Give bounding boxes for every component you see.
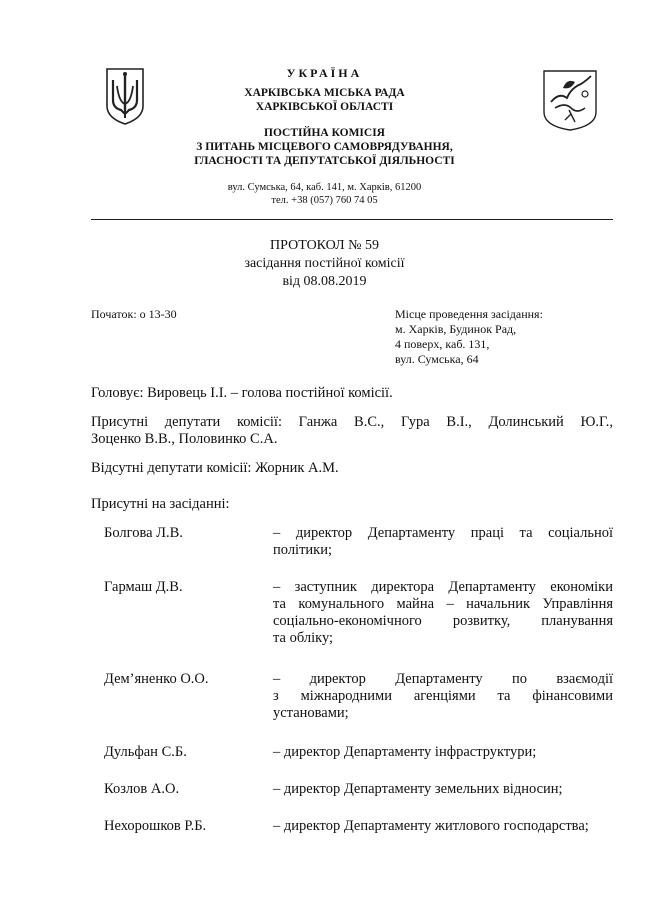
attendee-role (273, 671, 613, 722)
attendee-role-line: – директор Департаменту земельних відносин; (273, 781, 563, 797)
header-address-line2: тел. +38 (057) 760 74 05 (271, 195, 378, 206)
protocol-subtitle: засідання постійної комісії (244, 256, 405, 271)
meeting-place-line3: вул. Сумська, 64 (395, 352, 479, 366)
attendees-heading: Присутні на засіданні: (91, 496, 230, 512)
attendee-name: Нехорошков Р.Б. (104, 818, 207, 834)
header-council-line1: ХАРКІВСЬКА МІСЬКА РАДА (244, 87, 405, 99)
attendee-role-line: – директор Департаменту праці та соціальної (273, 525, 613, 541)
meeting-place-label: Місце проведення засідання: (395, 307, 543, 321)
attendee-role (273, 744, 613, 761)
protocol-date: від 08.08.2019 (282, 274, 367, 289)
attendee-role-line: установами; (273, 705, 349, 721)
attendee-role-line: – заступник директора Департаменту економіки (273, 579, 613, 595)
attendee-name: Дем’яненко О.О. (104, 671, 209, 687)
chair-line: Головує: Вировець І.І. – голова постійної комісії. (91, 385, 393, 401)
attendee-name: Дульфан С.Б. (104, 744, 187, 760)
attendee-role-line: політики; (273, 542, 333, 558)
meeting-place-line1: м. Харків, Будинок Рад, (395, 322, 517, 336)
attendee-role (273, 781, 613, 798)
attendee-role-line: – директор Департаменту по взаємодії (273, 671, 613, 687)
header-address-line1: вул. Сумська, 64, каб. 141, м. Харків, 61200 (227, 182, 422, 193)
attendee-role-line: та обліку; (273, 630, 334, 646)
present-deputies-line1: Присутні депутати комісії: Ганжа В.С., Гура В.І., Долинський Ю.Г., (91, 414, 613, 430)
attendee-name: Болгова Л.В. (104, 525, 183, 541)
attendee-role (273, 579, 613, 647)
present-deputies-line2: Зоценко В.В., Половинко С.А. (91, 431, 278, 447)
header-commission-line2: З ПИТАНЬ МІСЦЕВОГО САМОВРЯДУВАННЯ, (196, 141, 453, 153)
attendee-role-line: – директор Департаменту житлового господарства; (273, 818, 589, 834)
attendee-role (273, 818, 613, 835)
header-commission-line1: ПОСТІЙНА КОМІСІЯ (264, 127, 385, 139)
header-council-line2: ХАРКІВСЬКОЇ ОБЛАСТІ (255, 101, 394, 113)
meeting-place-line2: 4 поверх, каб. 131, (395, 337, 490, 351)
meeting-start: Початок: о 13-30 (91, 307, 177, 321)
attendee-role-line: соціально-економічного розвитку, планування (273, 613, 613, 629)
absent-deputies: Відсутні депутати комісії: Жорник А.М. (91, 460, 339, 476)
attendee-role-line: – директор Департаменту інфраструктури; (273, 744, 537, 760)
attendee-role-line: з міжнародними агенціями та фінансовими (273, 688, 613, 704)
protocol-title: ПРОТОКОЛ № 59 (270, 238, 379, 253)
header-commission-line3: ГЛАСНОСТІ ТА ДЕПУТАТСЬКОЇ ДІЯЛЬНОСТІ (194, 155, 455, 167)
header-country: УКРАЇНА (286, 66, 363, 80)
attendee-role (273, 525, 613, 559)
attendee-name: Гармаш Д.В. (104, 579, 183, 595)
attendee-name: Козлов А.О. (104, 781, 180, 797)
attendee-role-line: та комунального майна – начальник Управління (273, 596, 613, 612)
header-divider (91, 219, 613, 220)
